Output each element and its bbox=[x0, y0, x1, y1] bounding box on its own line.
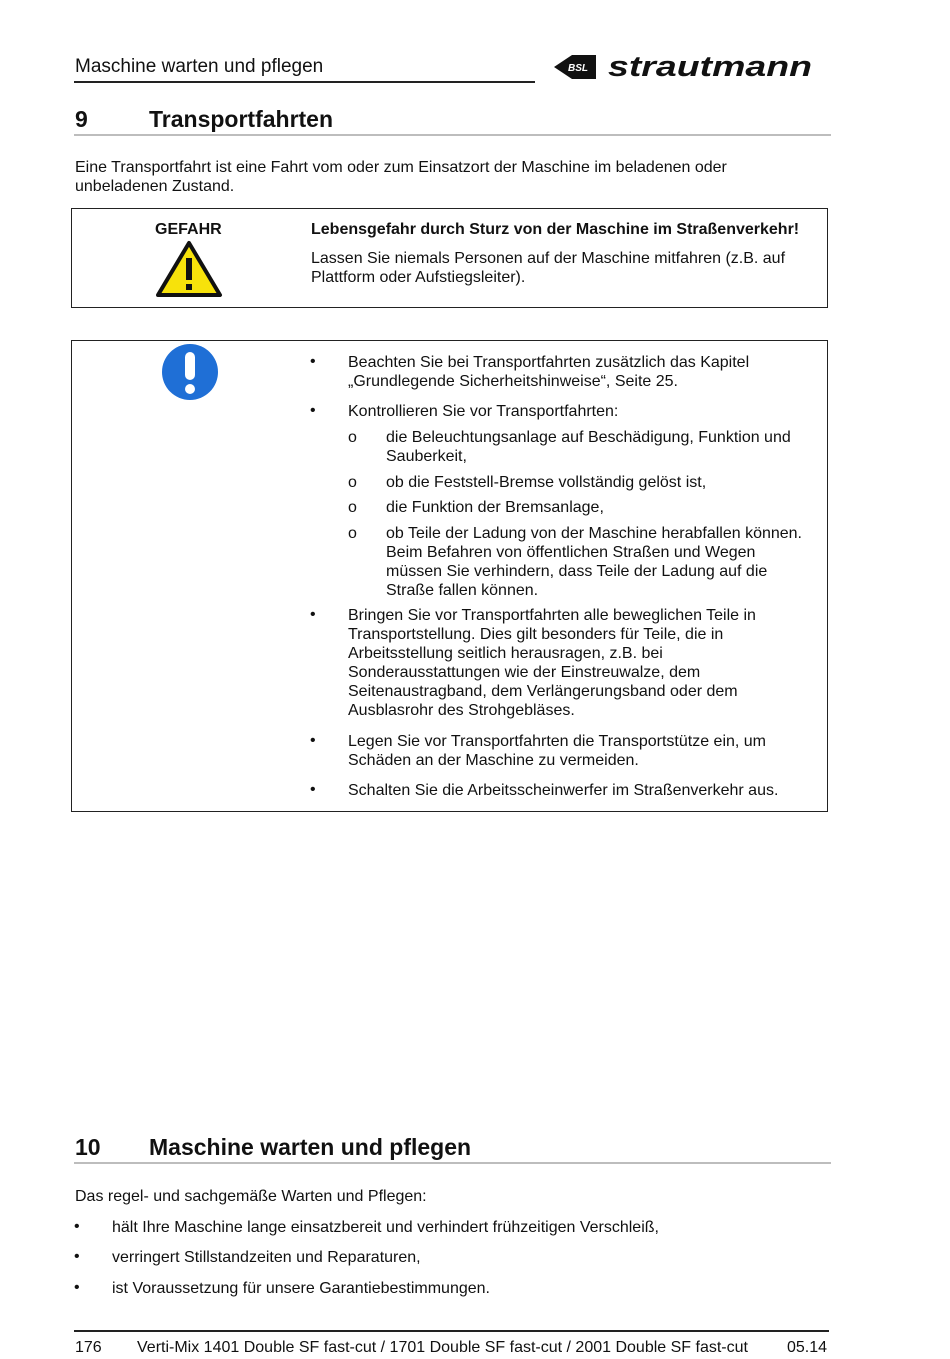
section-10-item-1: hält Ihre Maschine lange einsatzbereit und verhindert frühzeitigen Verschleiß, bbox=[112, 1219, 659, 1236]
sub-bullet-marker: ο bbox=[348, 429, 357, 446]
danger-text-line-1: Lassen Sie niemals Personen auf der Maschine mitfahren (z.B. auf bbox=[311, 250, 786, 267]
section-10-number: 10 bbox=[75, 1134, 101, 1160]
section-9-title: Transportfahrten bbox=[149, 106, 334, 132]
notice-item-4-line-1: Legen Sie vor Transportfahrten die Transportstütze ein, um bbox=[348, 733, 767, 750]
bullet-marker: • bbox=[74, 1279, 80, 1296]
danger-text-line-2: Plattform oder Aufstiegsleiter). bbox=[311, 269, 526, 286]
bullet-marker: • bbox=[310, 353, 316, 370]
strautmann-logo bbox=[552, 52, 814, 82]
footer-rule bbox=[74, 1330, 829, 1332]
notice-sub-2-line-1: ob die Feststell-Bremse vollständig gelöst ist, bbox=[386, 474, 707, 491]
notice-item-1-link[interactable]: „Grundlegende Sicherheitshinweise“, Seite 25. bbox=[348, 373, 678, 390]
section-10-item-2: verringert Stillstandzeiten und Reparaturen, bbox=[112, 1249, 421, 1266]
notice-item-3-line-1: Bringen Sie vor Transportfahrten alle beweglichen Teile in bbox=[348, 607, 756, 624]
section-10-rule bbox=[74, 1162, 831, 1164]
notice-sub-4-line-2: Beim Befahren von öffentlichen Straßen und Wegen bbox=[386, 544, 756, 561]
sub-bullet-marker: ο bbox=[348, 499, 357, 516]
danger-label: GEFAHR bbox=[155, 221, 222, 238]
logo-badge: BSL bbox=[568, 63, 588, 74]
notice-item-3-line-2: Transportstellung. Dies gilt besonders für Teile, die in bbox=[348, 626, 724, 643]
notice-item-4-line-2: Schäden an der Maschine zu vermeiden. bbox=[348, 752, 639, 769]
notice-item-2-line-1: Kontrollieren Sie vor Transportfahrten: bbox=[348, 403, 619, 420]
notice-item-3-line-4: Sonderausstattungen wie der Einstreuwalze, dem bbox=[348, 664, 701, 681]
section-9-intro-line-1: Eine Transportfahrt ist eine Fahrt vom oder zum Einsatzort der Maschine im beladenen oder bbox=[75, 159, 727, 176]
bullet-marker: • bbox=[310, 781, 316, 798]
notice-sub-4-line-4: Straße fallen können. bbox=[386, 582, 539, 599]
notice-item-5-line-1: Schalten Sie die Arbeitsscheinwerfer im Straßenverkehr aus. bbox=[348, 782, 779, 799]
section-10-title: Maschine warten und pflegen bbox=[149, 1134, 472, 1160]
bullet-marker: • bbox=[310, 402, 316, 419]
section-10-intro: Das regel- und sachgemäße Warten und Pflegen: bbox=[75, 1188, 427, 1205]
notice-sub-4-line-3: müssen Sie verhindern, dass Teile der Ladung auf die bbox=[386, 563, 768, 580]
notice-sub-1-line-2: Sauberkeit, bbox=[386, 448, 467, 465]
section-10-item-3: ist Voraussetzung für unsere Garantiebestimmungen. bbox=[112, 1280, 490, 1297]
section-9-rule bbox=[74, 134, 831, 136]
exclamation-info-icon bbox=[161, 343, 219, 401]
sub-bullet-marker: ο bbox=[348, 474, 357, 491]
bullet-marker: • bbox=[310, 732, 316, 749]
header-rule bbox=[74, 81, 535, 83]
footer-model: Verti-Mix 1401 Double SF fast-cut / 1701 Double SF fast-cut / 2001 Double SF fast-cut bbox=[137, 1339, 748, 1356]
notice-sub-4-line-1: ob Teile der Ladung von der Maschine herabfallen können. bbox=[386, 525, 802, 542]
bullet-marker: • bbox=[310, 606, 316, 623]
page-number: 176 bbox=[75, 1339, 102, 1356]
notice-item-3-line-3: Arbeitsstellung seitlich herausragen, z.B. bei bbox=[348, 645, 663, 662]
section-9-intro-line-2: unbeladenen Zustand. bbox=[75, 178, 235, 195]
notice-sub-1-line-1: die Beleuchtungsanlage auf Beschädigung, Funktion und bbox=[386, 429, 791, 446]
warning-triangle-icon bbox=[155, 240, 223, 298]
sub-bullet-marker: ο bbox=[348, 525, 357, 542]
running-header-title: Maschine warten und pflegen bbox=[75, 56, 324, 77]
section-9-number: 9 bbox=[75, 106, 88, 132]
logo-wordmark: strautmann bbox=[608, 52, 812, 82]
notice-item-3-line-5: Seitenaustragband, dem Verlängerungsband oder dem bbox=[348, 683, 738, 700]
bullet-marker: • bbox=[74, 1218, 80, 1235]
notice-item-1-line-1: Beachten Sie bei Transportfahrten zusätzlich das Kapitel bbox=[348, 354, 750, 371]
danger-heading: Lebensgefahr durch Sturz von der Maschine im Straßenverkehr! bbox=[311, 221, 800, 238]
notice-sub-3-line-1: die Funktion der Bremsanlage, bbox=[386, 499, 604, 516]
notice-item-3-line-6: Ausblasrohr des Strohgebläses. bbox=[348, 702, 575, 719]
footer-date: 05.14 bbox=[787, 1339, 828, 1356]
bullet-marker: • bbox=[74, 1248, 80, 1265]
